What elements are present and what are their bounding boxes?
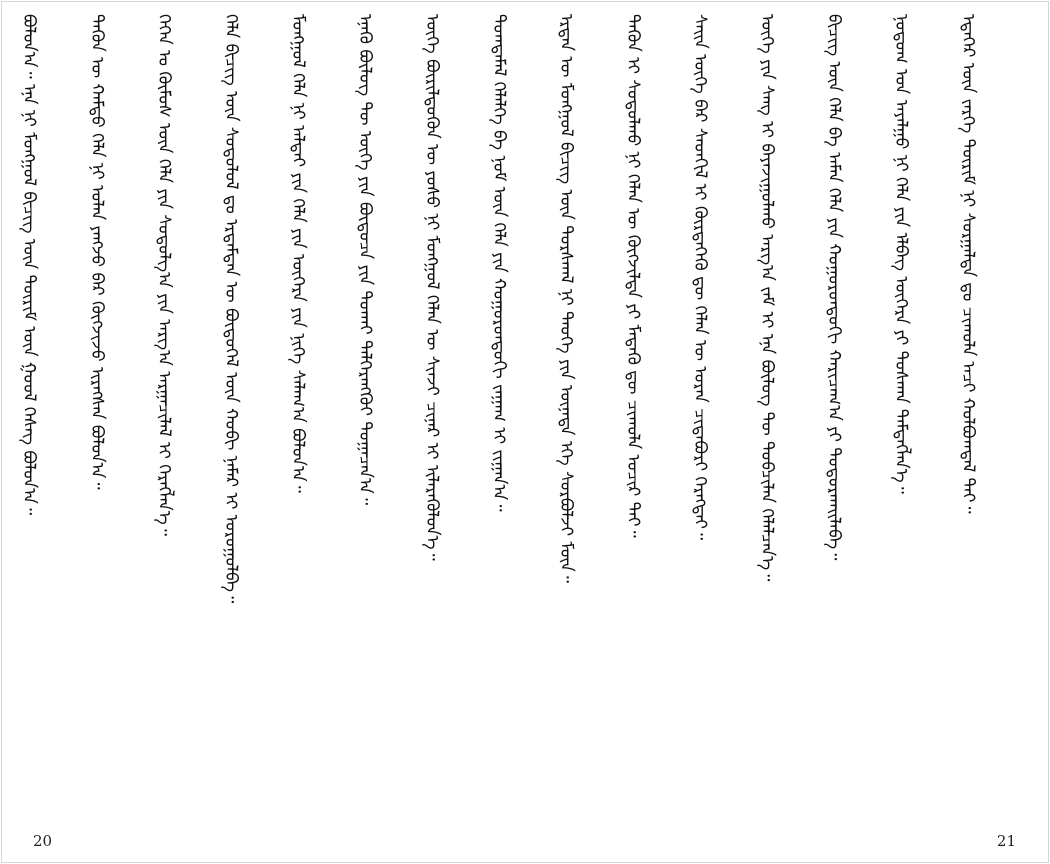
text-column: ᠰᠠᠢᠨ ᠦᠭᠡ ᠪᠡᠷ ᠰᠡᠳᠬᠢᠯ ᠢ ᠬᠦᠷᠲᠡᠭᠡᠬᠦ ᠳᠦ ᠬᠡᠯᠡᠨ ᠦ ᠤᠷᠠᠨ ᠴᠢᠳᠠᠪᠤᠷᠢ ᠬᠡᠷᠡᠭᠲᠡᠢ᠃ — [690, 14, 710, 541]
text-column: ᠡᠳᠡᠭᠡᠷ ᠦᠨ ᠵᠡᠷᠭᠡ ᠳᠦᠷᠢᠮ ᠨᠢ ᠰᠤᠷᠭᠠᠯᠲᠠ ᠳᠤ ᠴᠢᠬᠤᠯᠠ ᠠᠴᠢ ᠬᠣᠯᠪᠣᠭᠳᠠᠯ ᠲᠠᠢ᠃ — [958, 14, 978, 514]
text-column: ᠪᠢᠴᠢᠭ ᠦᠨ ᠬᠡᠯᠡ ᠪᠠ ᠠᠮᠠᠨ ᠬᠡᠯᠡ ᠶᠢᠨ ᠬᠣᠭᠣᠷᠣᠨᠳᠤᠬᠢ ᠬᠠᠷᠢᠴᠠᠭ᠎ᠠ ᠶᠢ ᠲᠣᠳᠣᠷᠬᠠᠢᠯᠠᠪᠠ᠃ — [824, 14, 844, 561]
text-column: ᠲᠣᠭᠲᠠᠮᠠᠯ ᠬᠡᠯᠡᠯᠭᠡ ᠪᠠ ᠨᠣᠮ ᠦᠨ ᠬᠡᠯᠡ ᠶᠢᠨ ᠬᠣᠭᠣᠷᠣᠨᠳᠤᠬᠢ ᠵᠠᠭᠠᠭ ᠢ ᠵᠢᠭᠠᠨ᠎ᠠ᠃ — [489, 14, 509, 512]
text-column: ᠦᠭᠡ ᠶᠢᠨ ᠰᠠᠩ ᠢ ᠪᠠᠶᠠᠵᠢᠭᠤᠯᠬᠤ ᠠᠷᠭ᠎ᠠ ᠵᠠᠮ ᠢ ᠡᠨᠡ ᠪᠦᠯᠦᠭ ᠲᠦ ᠲᠣᠪᠴᠢᠯᠠᠨ ᠬᠡᠯᠡᠯᠴᠡᠨ᠎ᠡ᠃ — [757, 14, 777, 582]
text-column: ᠬᠡᠯᠡ ᠪᠢᠴᠢᠭ ᠦᠨ ᠰᠤᠳᠤᠯᠤᠯ ᠳᠤ ᠡᠷᠳᠡᠮᠲᠡᠨ ᠦ ᠪᠦᠲᠦᠭᠡᠯ ᠦᠨ ᠬᠤᠪᠢ ᠨᠡᠮᠡᠷ ᠢ ᠣᠷᠣᠭᠤᠯᠪᠠ᠃ — [221, 14, 241, 604]
text-column: ᠨᠤᠲᠤᠭ ᠤᠨ ᠠᠶᠠᠯᠭᠤ ᠨᠢ ᠬᠡᠯᠡ ᠶᠢᠨ ᠡᠯᠪᠡᠭ ᠦᠭᠡᠷᠡ ᠶᠢ ᠲᠤᠰᠬᠠᠨ ᠲᠡᠮᠳᠡᠭᠯᠡᠨ᠎ᠡ᠃ — [891, 14, 911, 494]
text-column: ᠪᠣᠯᠤᠨ᠎ᠠ᠃ ᠡᠨᠡ ᠨᠢ ᠮᠣᠩᠭᠣᠯ ᠪᠢᠴᠢᠭ ᠦᠨ ᠳᠦᠷᠢᠮ ᠦᠨ ᠭᠣᠣᠯ ᠬᠡᠰᠡᠭ ᠪᠣᠯᠤᠨ᠎ᠠ᠃ — [19, 14, 39, 516]
page-number-left: 20 — [33, 832, 53, 850]
text-column: ᠲᠡᠭᠦᠨ ᠦ ᠬᠠᠮᠲᠤ ᠬᠡᠯᠡ ᠨᠢ ᠣᠯᠠᠨ ᠶᠠᠩᠵᠤ ᠪᠠᠷ ᠬᠥᠭᠵᠢᠵᠦ ᠢᠷᠡᠭᠰᠡᠨ ᠪᠣᠯᠤᠨ᠎ᠠ᠃ — [87, 14, 107, 490]
page-number-right: 21 — [996, 832, 1016, 850]
text-column: ᠡᠨᠡᠬᠦ ᠪᠦᠯᠦᠭ ᠲᠦ ᠦᠭᠡ ᠶᠢᠨ ᠪᠦᠲᠦᠴᠡ ᠶᠢᠨ ᠲᠤᠬᠠᠢ ᠳᠡᠯᠭᠡᠷᠡᠩᠭᠦᠢ ᠲᠣᠭᠠᠴᠠᠨ᠎ᠠ᠃ — [355, 14, 375, 506]
text-column: ᠦᠭᠡ ᠪᠦᠷᠢᠯᠳᠦᠬᠦᠨ ᠦ ᠶᠣᠰᠣ ᠨᠢ ᠮᠣᠩᠭᠣᠯ ᠬᠡᠯᠡᠨ ᠦ ᠰᠢᠨᠵᠢ ᠴᠢᠨᠠᠷ ᠢ ᠢᠯᠡᠷᠡᠭᠦᠯᠦᠨ᠎ᠡ᠃ — [422, 14, 442, 561]
text-column: ᠮᠣᠩᠭᠣᠯ ᠬᠡᠯᠡ ᠨᠢ ᠠᠯᠲᠠᠢ ᠶᠢᠨ ᠬᠡᠯᠡ ᠶᠢᠨ ᠦᠭᠡᠷᠡ ᠶᠢᠨ ᠨᠢᠭᠡ ᠰᠠᠯᠠᠭ᠎ᠠ ᠪᠣᠯᠤᠨ᠎ᠠ᠃ — [288, 14, 308, 493]
text-column: ᠲᠡᠭᠦᠨ ᠢ ᠰᠤᠳᠤᠯᠬᠤ ᠨᠢ ᠬᠡᠯᠡᠨ ᠦ ᠬᠥᠭᠵᠢᠯᠲᠡ ᠶᠢ ᠮᠡᠳᠡᠬᠦ ᠳᠦ ᠴᠢᠬᠤᠯᠠ ᠤᠴᠢᠷ ᠲᠠᠢ᠃ — [623, 14, 643, 538]
text-column: ᠡᠷᠲᠡᠨ ᠦ ᠮᠣᠩᠭᠣᠯ ᠪᠢᠴᠢᠭ ᠦᠨ ᠳᠤᠷᠰᠬᠠᠯ ᠨᠢ ᠲᠡᠦᠬᠡ ᠶᠢᠨ ᠦᠨᠡᠲᠡ ᠡᠬᠡ ᠰᠤᠷᠪᠤᠯᠵᠢ ᠮᠥᠨ᠃ — [556, 14, 576, 583]
text-column: ᠭᠡᠭᠡᠨ ᠤ ᠬᠦᠮᠦᠰ ᠦᠨ ᠬᠡᠯᠡ ᠶᠢᠨ ᠰᠤᠳᠤᠯᠭ᠎ᠠ ᠶᠢᠨ ᠠᠷᠭ᠎ᠠ ᠠᠷᠭᠠᠴᠢᠯᠠᠯ ᠢ ᠬᠡᠷᠡᠭᠯᠡᠨ᠎ᠡ᠃ — [154, 14, 174, 536]
